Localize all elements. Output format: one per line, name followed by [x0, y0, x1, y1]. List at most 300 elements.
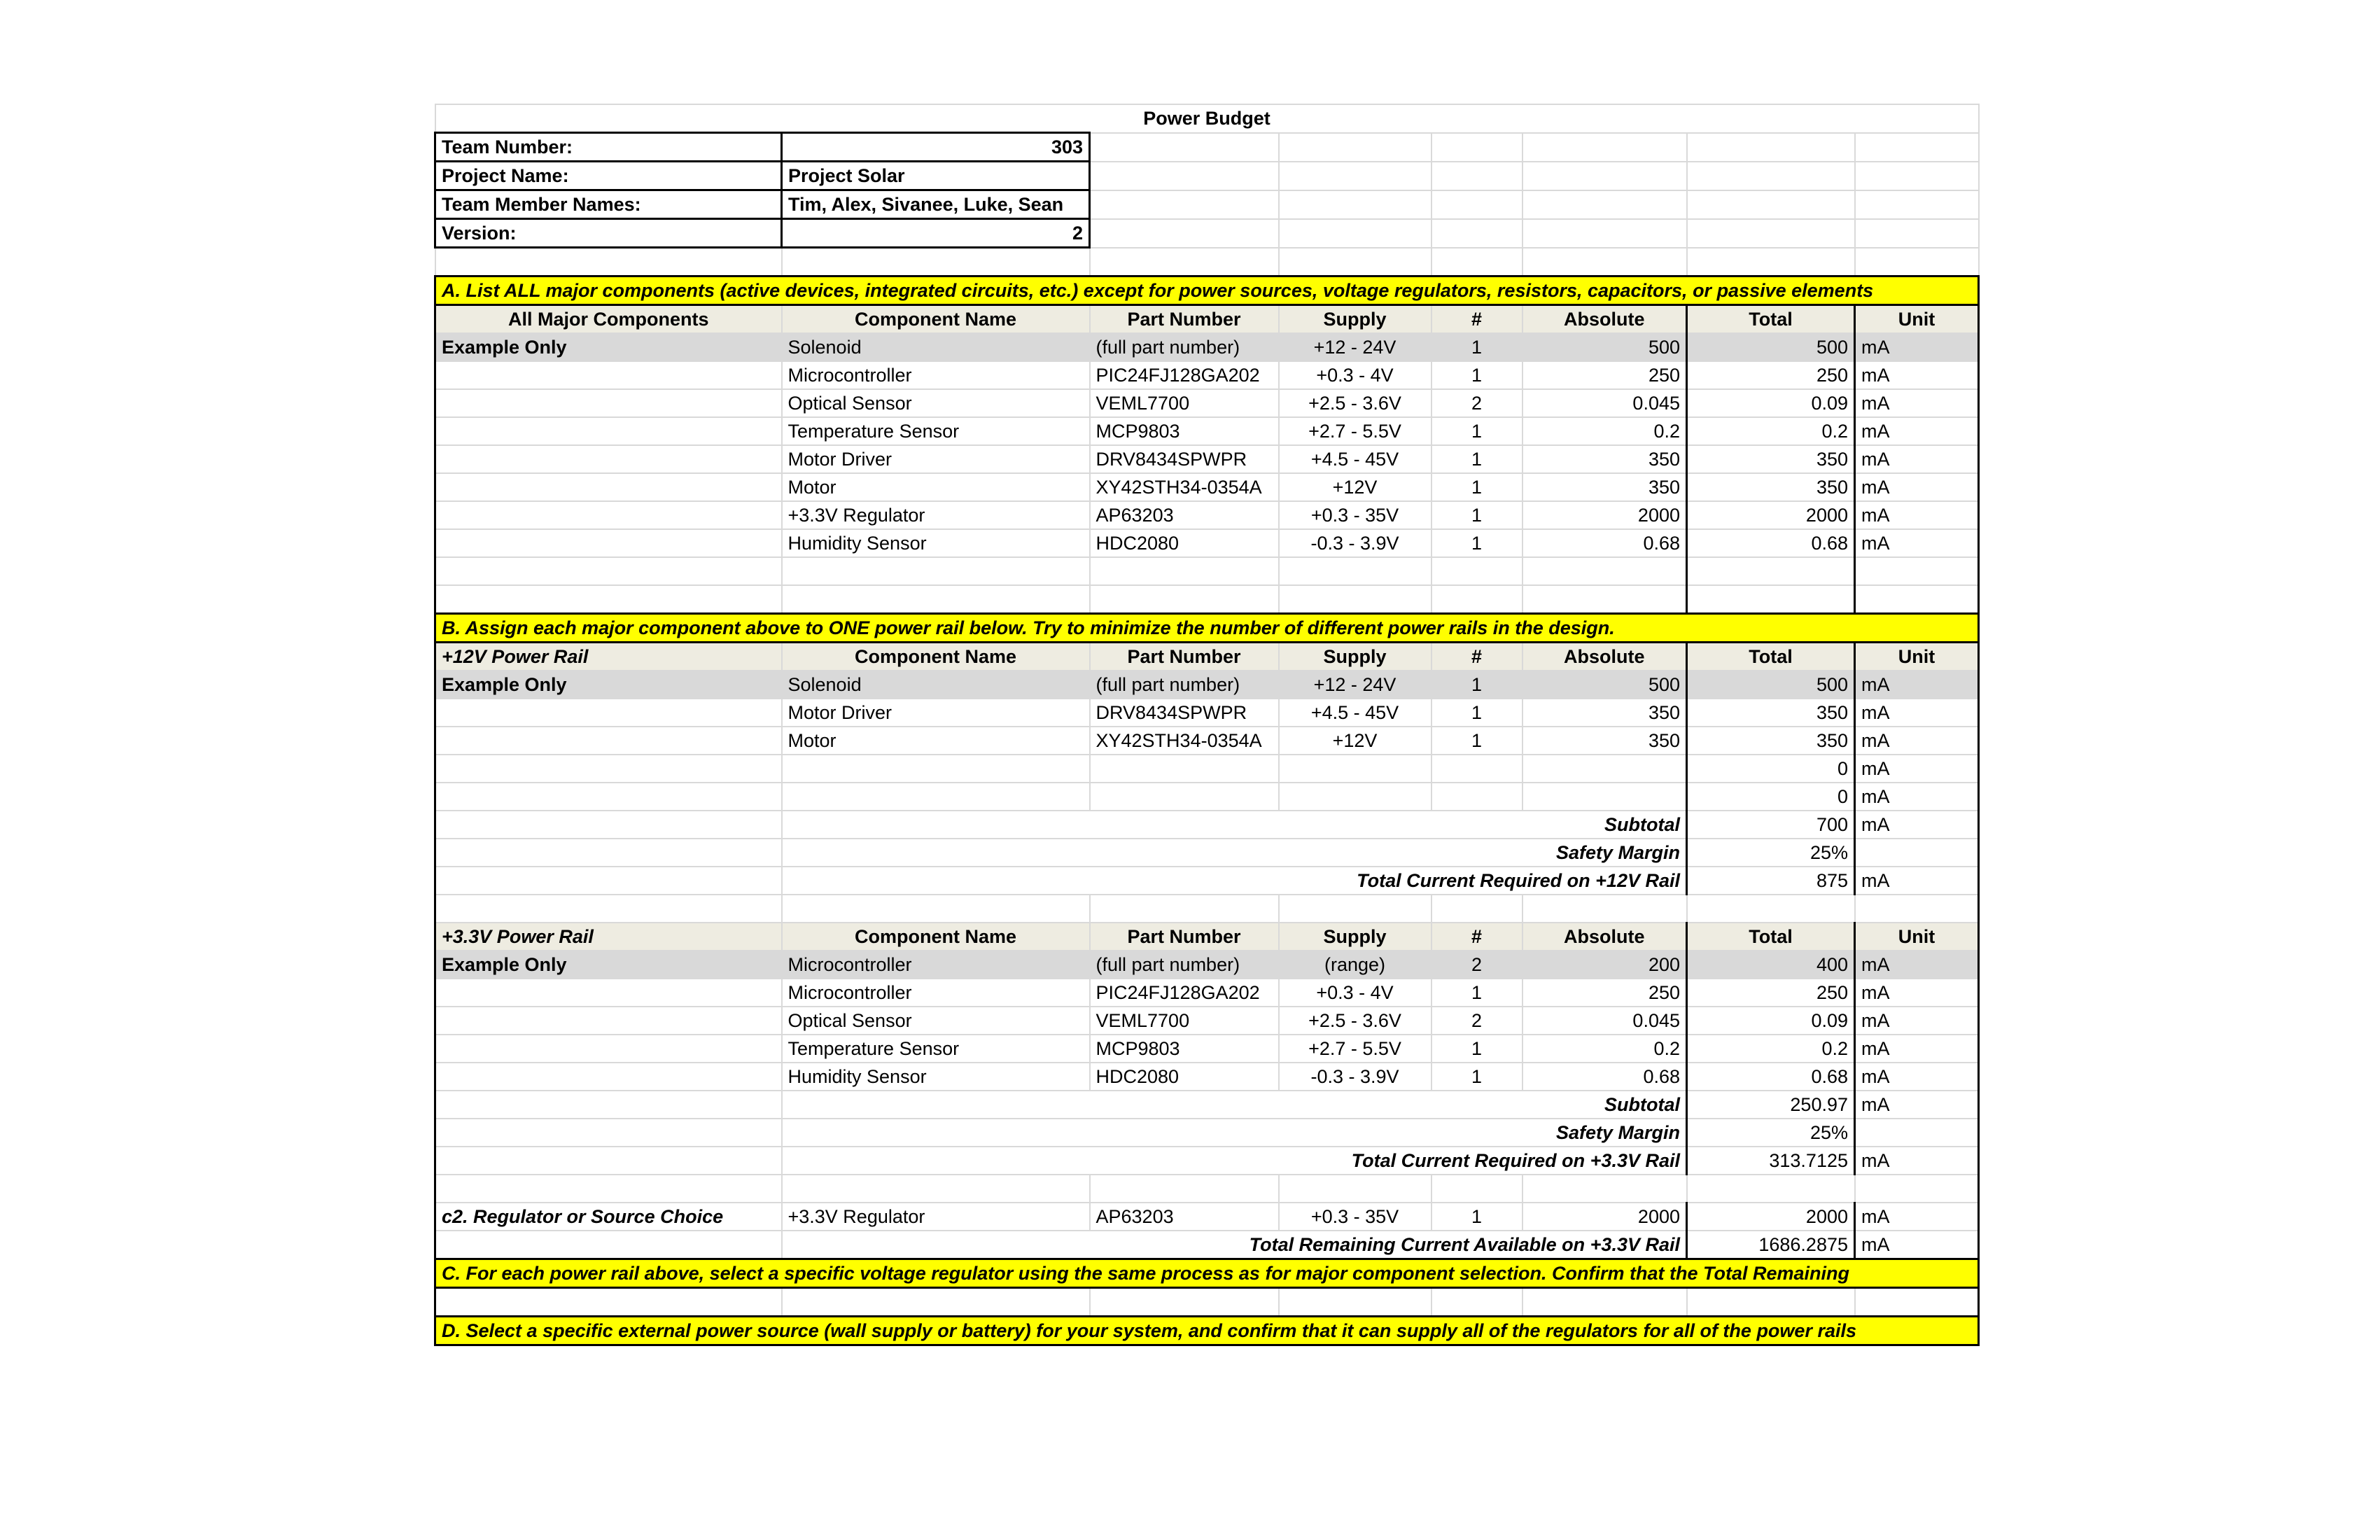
empty-cell[interactable]	[1090, 219, 1279, 248]
empty-cell[interactable]	[1432, 1175, 1522, 1203]
empty-cell[interactable]	[435, 811, 782, 839]
remaining-row	[435, 1231, 1979, 1259]
summary-label[interactable]: Total Current Required on +3.3V Rail	[782, 1147, 1687, 1175]
regulator-label[interactable]: c2. Regulator or Source Choice	[435, 1203, 782, 1231]
table-cell[interactable]: +3.3V Regulator	[782, 501, 1090, 529]
table-cell[interactable]	[1522, 557, 1687, 585]
regulator-cell[interactable]: 2000	[1687, 1203, 1855, 1231]
summary-value[interactable]: 875	[1687, 867, 1855, 895]
table-cell[interactable]: AP63203	[1090, 501, 1279, 529]
table-cell[interactable]	[435, 501, 782, 529]
empty-cell[interactable]	[1090, 190, 1279, 219]
table-cell[interactable]: PIC24FJ128GA202	[1090, 979, 1279, 1007]
table-cell[interactable]: 250	[1522, 979, 1687, 1007]
empty-cell[interactable]	[1855, 1175, 1979, 1203]
rail-12v-row	[435, 783, 1979, 811]
table-cell[interactable]	[1855, 585, 1979, 614]
table-cell[interactable]	[1432, 557, 1522, 585]
regulator-cell[interactable]: +3.3V Regulator	[782, 1203, 1090, 1231]
table-cell[interactable]: Microcontroller	[782, 979, 1090, 1007]
table-cell[interactable]: 350	[1687, 445, 1855, 473]
table-cell[interactable]: 0.045	[1522, 1007, 1687, 1035]
empty-cell[interactable]	[1279, 190, 1432, 219]
table-cell[interactable]: 0.2	[1522, 417, 1687, 445]
empty-cell[interactable]	[1855, 162, 1979, 190]
table-cell[interactable]	[1432, 783, 1522, 811]
table-cell[interactable]: XY42STH34-0354A	[1090, 727, 1279, 755]
summary-value[interactable]: 25%	[1687, 1119, 1855, 1147]
summary-label[interactable]: Subtotal	[782, 811, 1687, 839]
table-cell[interactable]: +12V	[1279, 727, 1432, 755]
empty-cell[interactable]	[1432, 248, 1522, 276]
table-cell[interactable]: Motor Driver	[782, 445, 1090, 473]
empty-cell[interactable]	[1687, 162, 1855, 190]
table-cell[interactable]: 0	[1687, 755, 1855, 783]
info-value[interactable]: Project Solar	[782, 162, 1090, 190]
table-cell[interactable]: PIC24FJ128GA202	[1090, 361, 1279, 389]
summary-value[interactable]: 313.7125	[1687, 1147, 1855, 1175]
empty-cell[interactable]	[435, 1231, 782, 1259]
table-cell[interactable]: 350	[1687, 699, 1855, 727]
remaining-label[interactable]: Total Remaining Current Available on +3.3V Rail	[782, 1231, 1687, 1259]
empty-cell[interactable]	[1432, 162, 1522, 190]
page-title: Power Budget	[435, 104, 1979, 133]
table-cell[interactable]: Optical Sensor	[782, 389, 1090, 417]
table-cell[interactable]: (full part number)	[1090, 333, 1279, 361]
table-cell[interactable]	[782, 783, 1090, 811]
info-value[interactable]: Tim, Alex, Sivanee, Luke, Sean	[782, 190, 1090, 219]
component-row	[435, 585, 1979, 614]
table-cell[interactable]: 1	[1432, 473, 1522, 501]
summary-label[interactable]: Subtotal	[782, 1091, 1687, 1119]
table-cell[interactable]	[1855, 557, 1979, 585]
empty-cell[interactable]	[1432, 895, 1522, 923]
table-cell[interactable]	[435, 979, 782, 1007]
remaining-unit[interactable]: mA	[1855, 1231, 1979, 1259]
blank-row	[435, 895, 1979, 923]
rail-33v-row	[435, 979, 1979, 1007]
table-cell[interactable]: 0.045	[1522, 389, 1687, 417]
table-cell[interactable]: Microcontroller	[782, 951, 1090, 979]
empty-cell[interactable]	[435, 1175, 782, 1203]
table-cell[interactable]	[1522, 783, 1687, 811]
table-cell[interactable]: 0.68	[1687, 1063, 1855, 1091]
column-header: Total	[1687, 643, 1855, 671]
table-cell[interactable]: Motor	[782, 473, 1090, 501]
column-header: Part Number	[1090, 923, 1279, 951]
table-cell[interactable]: (full part number)	[1090, 951, 1279, 979]
table-cell[interactable]: Motor Driver	[782, 699, 1090, 727]
empty-cell[interactable]	[1687, 219, 1855, 248]
table-cell[interactable]: HDC2080	[1090, 1063, 1279, 1091]
table-cell[interactable]: -0.3 - 3.9V	[1279, 529, 1432, 557]
column-header: #	[1432, 643, 1522, 671]
empty-cell[interactable]	[1522, 162, 1687, 190]
empty-cell[interactable]	[1855, 248, 1979, 276]
summary-label[interactable]: Safety Margin	[782, 839, 1687, 867]
empty-cell[interactable]	[1687, 248, 1855, 276]
empty-cell[interactable]	[1855, 133, 1979, 162]
empty-cell[interactable]	[1279, 133, 1432, 162]
table-cell[interactable]: 350	[1522, 727, 1687, 755]
table-cell[interactable]: 1	[1432, 979, 1522, 1007]
table-cell[interactable]: Humidity Sensor	[782, 529, 1090, 557]
empty-cell[interactable]	[1090, 133, 1279, 162]
empty-cell[interactable]	[1855, 219, 1979, 248]
rail-33v-header	[435, 923, 1979, 951]
empty-cell[interactable]	[1090, 1288, 1279, 1317]
table-cell[interactable]: 500	[1522, 671, 1687, 699]
table-cell[interactable]: +4.5 - 45V	[1279, 445, 1432, 473]
table-cell[interactable]: 0.09	[1687, 1007, 1855, 1035]
table-cell[interactable]: mA	[1855, 979, 1979, 1007]
empty-cell[interactable]	[1522, 219, 1687, 248]
info-row	[435, 133, 1979, 162]
empty-cell[interactable]	[782, 1288, 1090, 1317]
empty-cell[interactable]	[1522, 895, 1687, 923]
table-cell[interactable]: 400	[1687, 951, 1855, 979]
table-cell[interactable]: 2000	[1522, 501, 1687, 529]
component-row	[435, 529, 1979, 557]
blank-row	[435, 248, 1979, 276]
empty-cell[interactable]	[435, 248, 782, 276]
table-cell[interactable]: HDC2080	[1090, 529, 1279, 557]
info-label: Project Name:	[435, 162, 782, 190]
empty-cell[interactable]	[435, 1091, 782, 1119]
column-header: Part Number	[1090, 643, 1279, 671]
table-cell[interactable]: VEML7700	[1090, 389, 1279, 417]
table-cell[interactable]: mA	[1855, 699, 1979, 727]
info-label: Version:	[435, 219, 782, 248]
table-cell[interactable]: mA	[1855, 501, 1979, 529]
table-cell[interactable]	[1687, 557, 1855, 585]
empty-cell[interactable]	[782, 1175, 1090, 1203]
table-cell[interactable]: Solenoid	[782, 671, 1090, 699]
empty-cell[interactable]	[1279, 1175, 1432, 1203]
table-cell[interactable]: MCP9803	[1090, 417, 1279, 445]
table-cell[interactable]: +2.7 - 5.5V	[1279, 417, 1432, 445]
table-cell[interactable]: DRV8434SPWPR	[1090, 445, 1279, 473]
table-cell[interactable]: Solenoid	[782, 333, 1090, 361]
rail-33v-row	[435, 1007, 1979, 1035]
table-cell[interactable]	[435, 783, 782, 811]
table-cell[interactable]: Example Only	[435, 671, 782, 699]
empty-cell[interactable]	[1522, 133, 1687, 162]
empty-cell[interactable]	[1687, 1175, 1855, 1203]
regulator-cell[interactable]: 2000	[1522, 1203, 1687, 1231]
table-cell[interactable]: 1	[1432, 699, 1522, 727]
empty-cell[interactable]	[1855, 190, 1979, 219]
table-cell[interactable]: 350	[1522, 699, 1687, 727]
table-cell[interactable]	[435, 699, 782, 727]
table-cell[interactable]: +12 - 24V	[1279, 671, 1432, 699]
table-cell[interactable]: mA	[1855, 727, 1979, 755]
component-row	[435, 473, 1979, 501]
table-cell[interactable]: 2	[1432, 389, 1522, 417]
empty-cell[interactable]	[1090, 248, 1279, 276]
empty-cell[interactable]	[1522, 1288, 1687, 1317]
table-cell[interactable]: 0.2	[1687, 1035, 1855, 1063]
table-cell[interactable]: 2	[1432, 1007, 1522, 1035]
table-cell[interactable]: Example Only	[435, 951, 782, 979]
remaining-value[interactable]: 1686.2875	[1687, 1231, 1855, 1259]
table-cell[interactable]: mA	[1855, 473, 1979, 501]
table-cell[interactable]: mA	[1855, 783, 1979, 811]
table-cell[interactable]: 2	[1432, 951, 1522, 979]
empty-cell[interactable]	[1279, 1288, 1432, 1317]
empty-cell[interactable]	[1687, 1288, 1855, 1317]
table-cell[interactable]: mA	[1855, 1007, 1979, 1035]
empty-cell[interactable]	[1279, 219, 1432, 248]
empty-cell[interactable]	[1279, 162, 1432, 190]
empty-cell[interactable]	[1855, 1288, 1979, 1317]
table-cell[interactable]	[1687, 585, 1855, 614]
column-header: Unit	[1855, 305, 1979, 334]
table-cell[interactable]: 0	[1687, 783, 1855, 811]
table-cell[interactable]	[1090, 783, 1279, 811]
table-cell[interactable]	[435, 445, 782, 473]
empty-cell[interactable]	[1522, 1175, 1687, 1203]
column-header: Component Name	[782, 305, 1090, 334]
table-cell[interactable]	[435, 1063, 782, 1091]
table-cell[interactable]: 1	[1432, 727, 1522, 755]
empty-cell[interactable]	[1855, 895, 1979, 923]
table-cell[interactable]: mA	[1855, 445, 1979, 473]
table-cell[interactable]	[1090, 557, 1279, 585]
summary-unit[interactable]: mA	[1855, 867, 1979, 895]
table-cell[interactable]: 500	[1687, 333, 1855, 361]
table-cell[interactable]: Microcontroller	[782, 361, 1090, 389]
table-cell[interactable]: 1	[1432, 417, 1522, 445]
section-b-instruction-text: B. Assign each major component above to ONE power rail below. Try to minimize the number of different power rails in the design.	[435, 614, 1979, 643]
column-header: Total	[1687, 305, 1855, 334]
summary-unit[interactable]	[1855, 1119, 1979, 1147]
table-cell[interactable]: +2.7 - 5.5V	[1279, 1035, 1432, 1063]
table-cell[interactable]: 1	[1432, 529, 1522, 557]
table-cell[interactable]: +0.3 - 4V	[1279, 361, 1432, 389]
rail-12v-header	[435, 643, 1979, 671]
summary-unit[interactable]: mA	[1855, 811, 1979, 839]
empty-cell[interactable]	[782, 248, 1090, 276]
table-cell[interactable]: mA	[1855, 1035, 1979, 1063]
summary-row	[435, 1147, 1979, 1175]
info-row	[435, 190, 1979, 219]
table-cell[interactable]: 1	[1432, 671, 1522, 699]
component-row	[435, 389, 1979, 417]
table-cell[interactable]: Example Only	[435, 333, 782, 361]
table-cell[interactable]: 2000	[1687, 501, 1855, 529]
table-cell[interactable]	[435, 1007, 782, 1035]
table-cell[interactable]: 350	[1522, 445, 1687, 473]
table-cell[interactable]	[435, 1035, 782, 1063]
section-c-instruction	[435, 1259, 1979, 1288]
empty-cell[interactable]	[1522, 248, 1687, 276]
empty-cell[interactable]	[1090, 162, 1279, 190]
empty-cell[interactable]	[1279, 895, 1432, 923]
info-value[interactable]: 2	[782, 219, 1090, 248]
summary-row	[435, 1091, 1979, 1119]
table-cell[interactable]: 1	[1432, 501, 1522, 529]
summary-unit[interactable]	[1855, 839, 1979, 867]
table-cell[interactable]	[782, 755, 1090, 783]
table-cell[interactable]: +12V	[1279, 473, 1432, 501]
table-cell[interactable]: mA	[1855, 951, 1979, 979]
empty-cell[interactable]	[435, 1147, 782, 1175]
empty-cell[interactable]	[435, 1119, 782, 1147]
summary-label[interactable]: Safety Margin	[782, 1119, 1687, 1147]
table-cell[interactable]: +12 - 24V	[1279, 333, 1432, 361]
regulator-cell[interactable]: AP63203	[1090, 1203, 1279, 1231]
section-b-instruction	[435, 614, 1979, 643]
table-cell[interactable]: mA	[1855, 361, 1979, 389]
regulator-cell[interactable]: +0.3 - 35V	[1279, 1203, 1432, 1231]
summary-unit[interactable]: mA	[1855, 1091, 1979, 1119]
blank-row	[435, 1175, 1979, 1203]
table-cell[interactable]: mA	[1855, 333, 1979, 361]
column-header: Part Number	[1090, 305, 1279, 334]
table-cell[interactable]: 0.68	[1522, 1063, 1687, 1091]
table-cell[interactable]: 350	[1687, 727, 1855, 755]
table-cell[interactable]	[1279, 755, 1432, 783]
empty-cell[interactable]	[1687, 133, 1855, 162]
table-cell[interactable]	[435, 389, 782, 417]
table-cell[interactable]	[1522, 585, 1687, 614]
table-cell[interactable]: +4.5 - 45V	[1279, 699, 1432, 727]
table-cell[interactable]: 1	[1432, 445, 1522, 473]
table-cell[interactable]: 250	[1687, 361, 1855, 389]
empty-cell[interactable]	[435, 839, 782, 867]
table-cell[interactable]	[435, 417, 782, 445]
table-cell[interactable]: 1	[1432, 1035, 1522, 1063]
table-cell[interactable]: 500	[1522, 333, 1687, 361]
table-cell[interactable]	[1090, 755, 1279, 783]
table-cell[interactable]: (full part number)	[1090, 671, 1279, 699]
empty-cell[interactable]	[435, 867, 782, 895]
table-cell[interactable]	[1279, 557, 1432, 585]
table-cell[interactable]: (range)	[1279, 951, 1432, 979]
section-d-instruction	[435, 1317, 1979, 1345]
table-cell[interactable]: VEML7700	[1090, 1007, 1279, 1035]
empty-cell[interactable]	[782, 895, 1090, 923]
table-cell[interactable]: +2.5 - 3.6V	[1279, 1007, 1432, 1035]
section-c-instruction-text: C. For each power rail above, select a specific voltage regulator using the same process as for major component selection. Confirm that the Total Remaining	[435, 1259, 1979, 1288]
table-cell[interactable]	[435, 557, 782, 585]
summary-value[interactable]: 25%	[1687, 839, 1855, 867]
table-cell[interactable]: mA	[1855, 529, 1979, 557]
table-cell[interactable]: mA	[1855, 755, 1979, 783]
empty-cell[interactable]	[1432, 133, 1522, 162]
table-cell[interactable]	[435, 529, 782, 557]
table-cell[interactable]: 500	[1687, 671, 1855, 699]
table-cell[interactable]	[435, 755, 782, 783]
empty-cell[interactable]	[1432, 190, 1522, 219]
column-header: Component Name	[782, 643, 1090, 671]
table-cell[interactable]	[1090, 585, 1279, 614]
table-cell[interactable]: XY42STH34-0354A	[1090, 473, 1279, 501]
empty-cell[interactable]	[1279, 248, 1432, 276]
table-cell[interactable]: mA	[1855, 417, 1979, 445]
column-header: Total	[1687, 923, 1855, 951]
regulator-cell[interactable]: mA	[1855, 1203, 1979, 1231]
summary-row	[435, 811, 1979, 839]
empty-cell[interactable]	[1687, 895, 1855, 923]
regulator-cell[interactable]: 1	[1432, 1203, 1522, 1231]
table-cell[interactable]: 250	[1687, 979, 1855, 1007]
table-cell[interactable]: +0.3 - 4V	[1279, 979, 1432, 1007]
empty-cell[interactable]	[435, 1288, 782, 1317]
empty-cell[interactable]	[1432, 1288, 1522, 1317]
table-cell[interactable]: 350	[1522, 473, 1687, 501]
component-row	[435, 417, 1979, 445]
table-cell[interactable]: 1	[1432, 1063, 1522, 1091]
table-cell[interactable]: 250	[1522, 361, 1687, 389]
table-cell[interactable]: 0.2	[1522, 1035, 1687, 1063]
table-cell[interactable]	[1522, 755, 1687, 783]
table-cell[interactable]: Temperature Sensor	[782, 417, 1090, 445]
table-cell[interactable]: MCP9803	[1090, 1035, 1279, 1063]
component-row	[435, 333, 1979, 361]
summary-label[interactable]: Total Current Required on +12V Rail	[782, 867, 1687, 895]
column-header: #	[1432, 305, 1522, 334]
table-cell[interactable]: Temperature Sensor	[782, 1035, 1090, 1063]
table-cell[interactable]: DRV8434SPWPR	[1090, 699, 1279, 727]
empty-cell[interactable]	[1687, 190, 1855, 219]
table-cell[interactable]: 350	[1687, 473, 1855, 501]
section-a-instruction-text: A. List ALL major components (active devices, integrated circuits, etc.) except for power sources, voltage regulators, resistors, capacitors, or passive elements	[435, 276, 1979, 305]
table-cell[interactable]: 0.68	[1687, 529, 1855, 557]
table-cell[interactable]	[1279, 783, 1432, 811]
table-cell[interactable]: mA	[1855, 1063, 1979, 1091]
summary-value[interactable]: 250.97	[1687, 1091, 1855, 1119]
column-header: Component Name	[782, 923, 1090, 951]
column-header: +3.3V Power Rail	[435, 923, 782, 951]
table-cell[interactable]: Motor	[782, 727, 1090, 755]
table-cell[interactable]: -0.3 - 3.9V	[1279, 1063, 1432, 1091]
table-cell[interactable]	[1432, 585, 1522, 614]
summary-value[interactable]: 700	[1687, 811, 1855, 839]
table-cell[interactable]: 1	[1432, 361, 1522, 389]
table-cell[interactable]: 200	[1522, 951, 1687, 979]
component-row	[435, 445, 1979, 473]
table-cell[interactable]: +2.5 - 3.6V	[1279, 389, 1432, 417]
table-cell[interactable]	[435, 361, 782, 389]
table-cell[interactable]: mA	[1855, 389, 1979, 417]
rail-12v-row	[435, 755, 1979, 783]
table-cell[interactable]	[435, 727, 782, 755]
table-cell[interactable]	[435, 585, 782, 614]
empty-cell[interactable]	[435, 895, 782, 923]
table-cell[interactable]: 0.09	[1687, 389, 1855, 417]
table-cell[interactable]: 1	[1432, 333, 1522, 361]
table-cell[interactable]: mA	[1855, 671, 1979, 699]
table-cell[interactable]: +0.3 - 35V	[1279, 501, 1432, 529]
empty-cell[interactable]	[1090, 895, 1279, 923]
table-cell[interactable]	[435, 473, 782, 501]
table-cell[interactable]: Optical Sensor	[782, 1007, 1090, 1035]
table-cell[interactable]: 0.68	[1522, 529, 1687, 557]
table-cell[interactable]	[1432, 755, 1522, 783]
info-value[interactable]: 303	[782, 133, 1090, 162]
table-cell[interactable]: Humidity Sensor	[782, 1063, 1090, 1091]
summary-unit[interactable]: mA	[1855, 1147, 1979, 1175]
table-cell[interactable]	[1279, 585, 1432, 614]
empty-cell[interactable]	[1522, 190, 1687, 219]
table-cell[interactable]	[782, 557, 1090, 585]
empty-cell[interactable]	[1090, 1175, 1279, 1203]
table-cell[interactable]: 0.2	[1687, 417, 1855, 445]
table-cell[interactable]	[782, 585, 1090, 614]
empty-cell[interactable]	[1432, 219, 1522, 248]
